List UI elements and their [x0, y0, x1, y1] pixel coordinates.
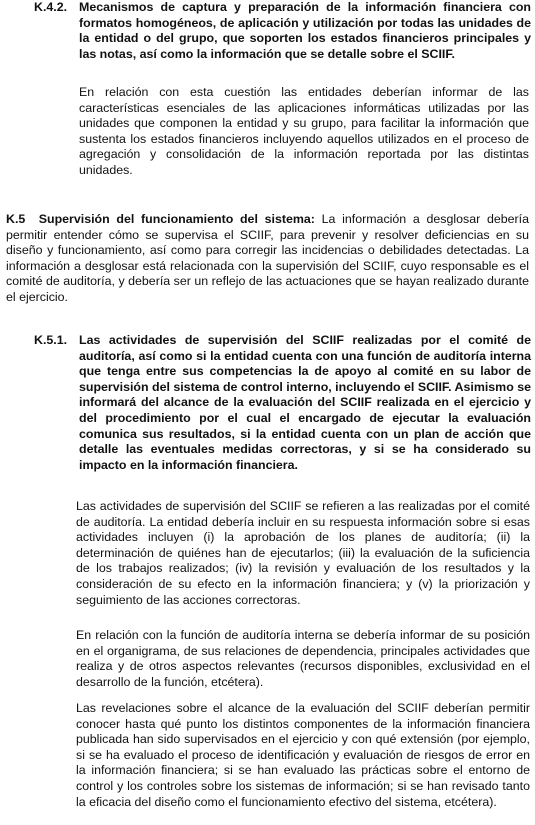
section-number-k42: K.4.2.: [34, 0, 68, 14]
paragraph-k51-2: En relación con la función de auditoría interna se debería informar de su posición en el organigrama, de sus relaciones de dependencia, principales actividades que realiza y de otros aspectos relevantes (recursos disponibles, exclusividad en el desarrollo de la función, etcétera).: [76, 628, 530, 689]
paragraph-k51-1: Las actividades de supervisión del SCIIF se refieren a las realizadas por el comité de auditoría. La entidad debería incluir en su respuesta información sobre si esas actividades incluyen (i) la aprobación de los planes de auditoría; (ii) la determinación de quiénes han de ejecutarlos; (iii) la evaluación de la suficiencia de los trabajos realizados; (iv) la revisión y evaluación de los resultados y la consideración de su efecto en la información financiera; y (v) la priorización y seguimiento de las acciones correctoras.: [76, 499, 530, 607]
section-heading-k42: Mecanismos de captura y preparación de la información financiera con formatos homogéneos, de aplicación y utilización por todas las unidades de la entidad o del grupo, que soporten los estados financieros principales y las notas, así como la información que se detalle sobre el SCIIF.: [79, 0, 531, 61]
section-number-k5: K.5: [6, 212, 26, 226]
section-heading-k51: Las actividades de supervisión del SCIIF realizadas por el comité de auditoría, así como si la entidad cuenta con una función de auditoría interna que tenga entre sus competencias la de apoyo al comité en su labor de supervisión del sistema de control interno, incluyendo el SCIIF. Asimismo se informará del alcance de la evaluación del SCIIF realizada en el ejercicio y del procedimiento por el cual el encargado de ejecutar la evaluación comunica sus resultados, si la entidad cuenta con un plan de acción que detalle las eventuales medidas correctoras, y si se ha considerado su impacto en la información financiera.: [79, 333, 531, 472]
section-k5: [6, 212, 529, 306]
paragraph-k51-3: Las revelaciones sobre el alcance de la evaluación del SCIIF deberían permitir conocer hasta qué punto los distintos componentes de la información financiera publicada han sido supervisados en el ejercicio y con qué extensión (por ejemplo, si se ha evaluado el proceso de identificación y evaluación de riesgos de error en la información financiera; si se han evaluado las prácticas sobre el entorno de control y los controles sobre los sistemas de información; si se han revisado tanto la eficacia del diseño como el funcionamiento efectivo del sistema, etcétera).: [76, 701, 530, 809]
paragraph-k42: En relación con esta cuestión las entidades deberían informar de las características esenciales de las aplicaciones informáticas utilizadas por las unidades que componen la entidad y su grupo, para facilitar la información que sustenta los estados financieros incluyendo aquellos utilizados en el proceso de agregación y consolidación de la información reportada por las distintas unidades.: [79, 85, 529, 177]
section-number-k51: K.5.1.: [34, 333, 68, 347]
section-heading-k5: Supervisión del funcionamiento del sistema:: [38, 212, 315, 226]
section-text-k5: La información a desglosar debería permitir entender cómo se supervisa el SCIIF, para prevenir y resolver deficiencias en su diseño y funcionamiento, así como para corregir las incidencias o debilidades detectadas. La información a desglosar está relacionada con la supervisión del SCIIF, cuyo responsable es el comité de auditoría, y debería ser un reflejo de las actuaciones que se hayan realizado durante el ejercicio.: [6, 212, 529, 304]
